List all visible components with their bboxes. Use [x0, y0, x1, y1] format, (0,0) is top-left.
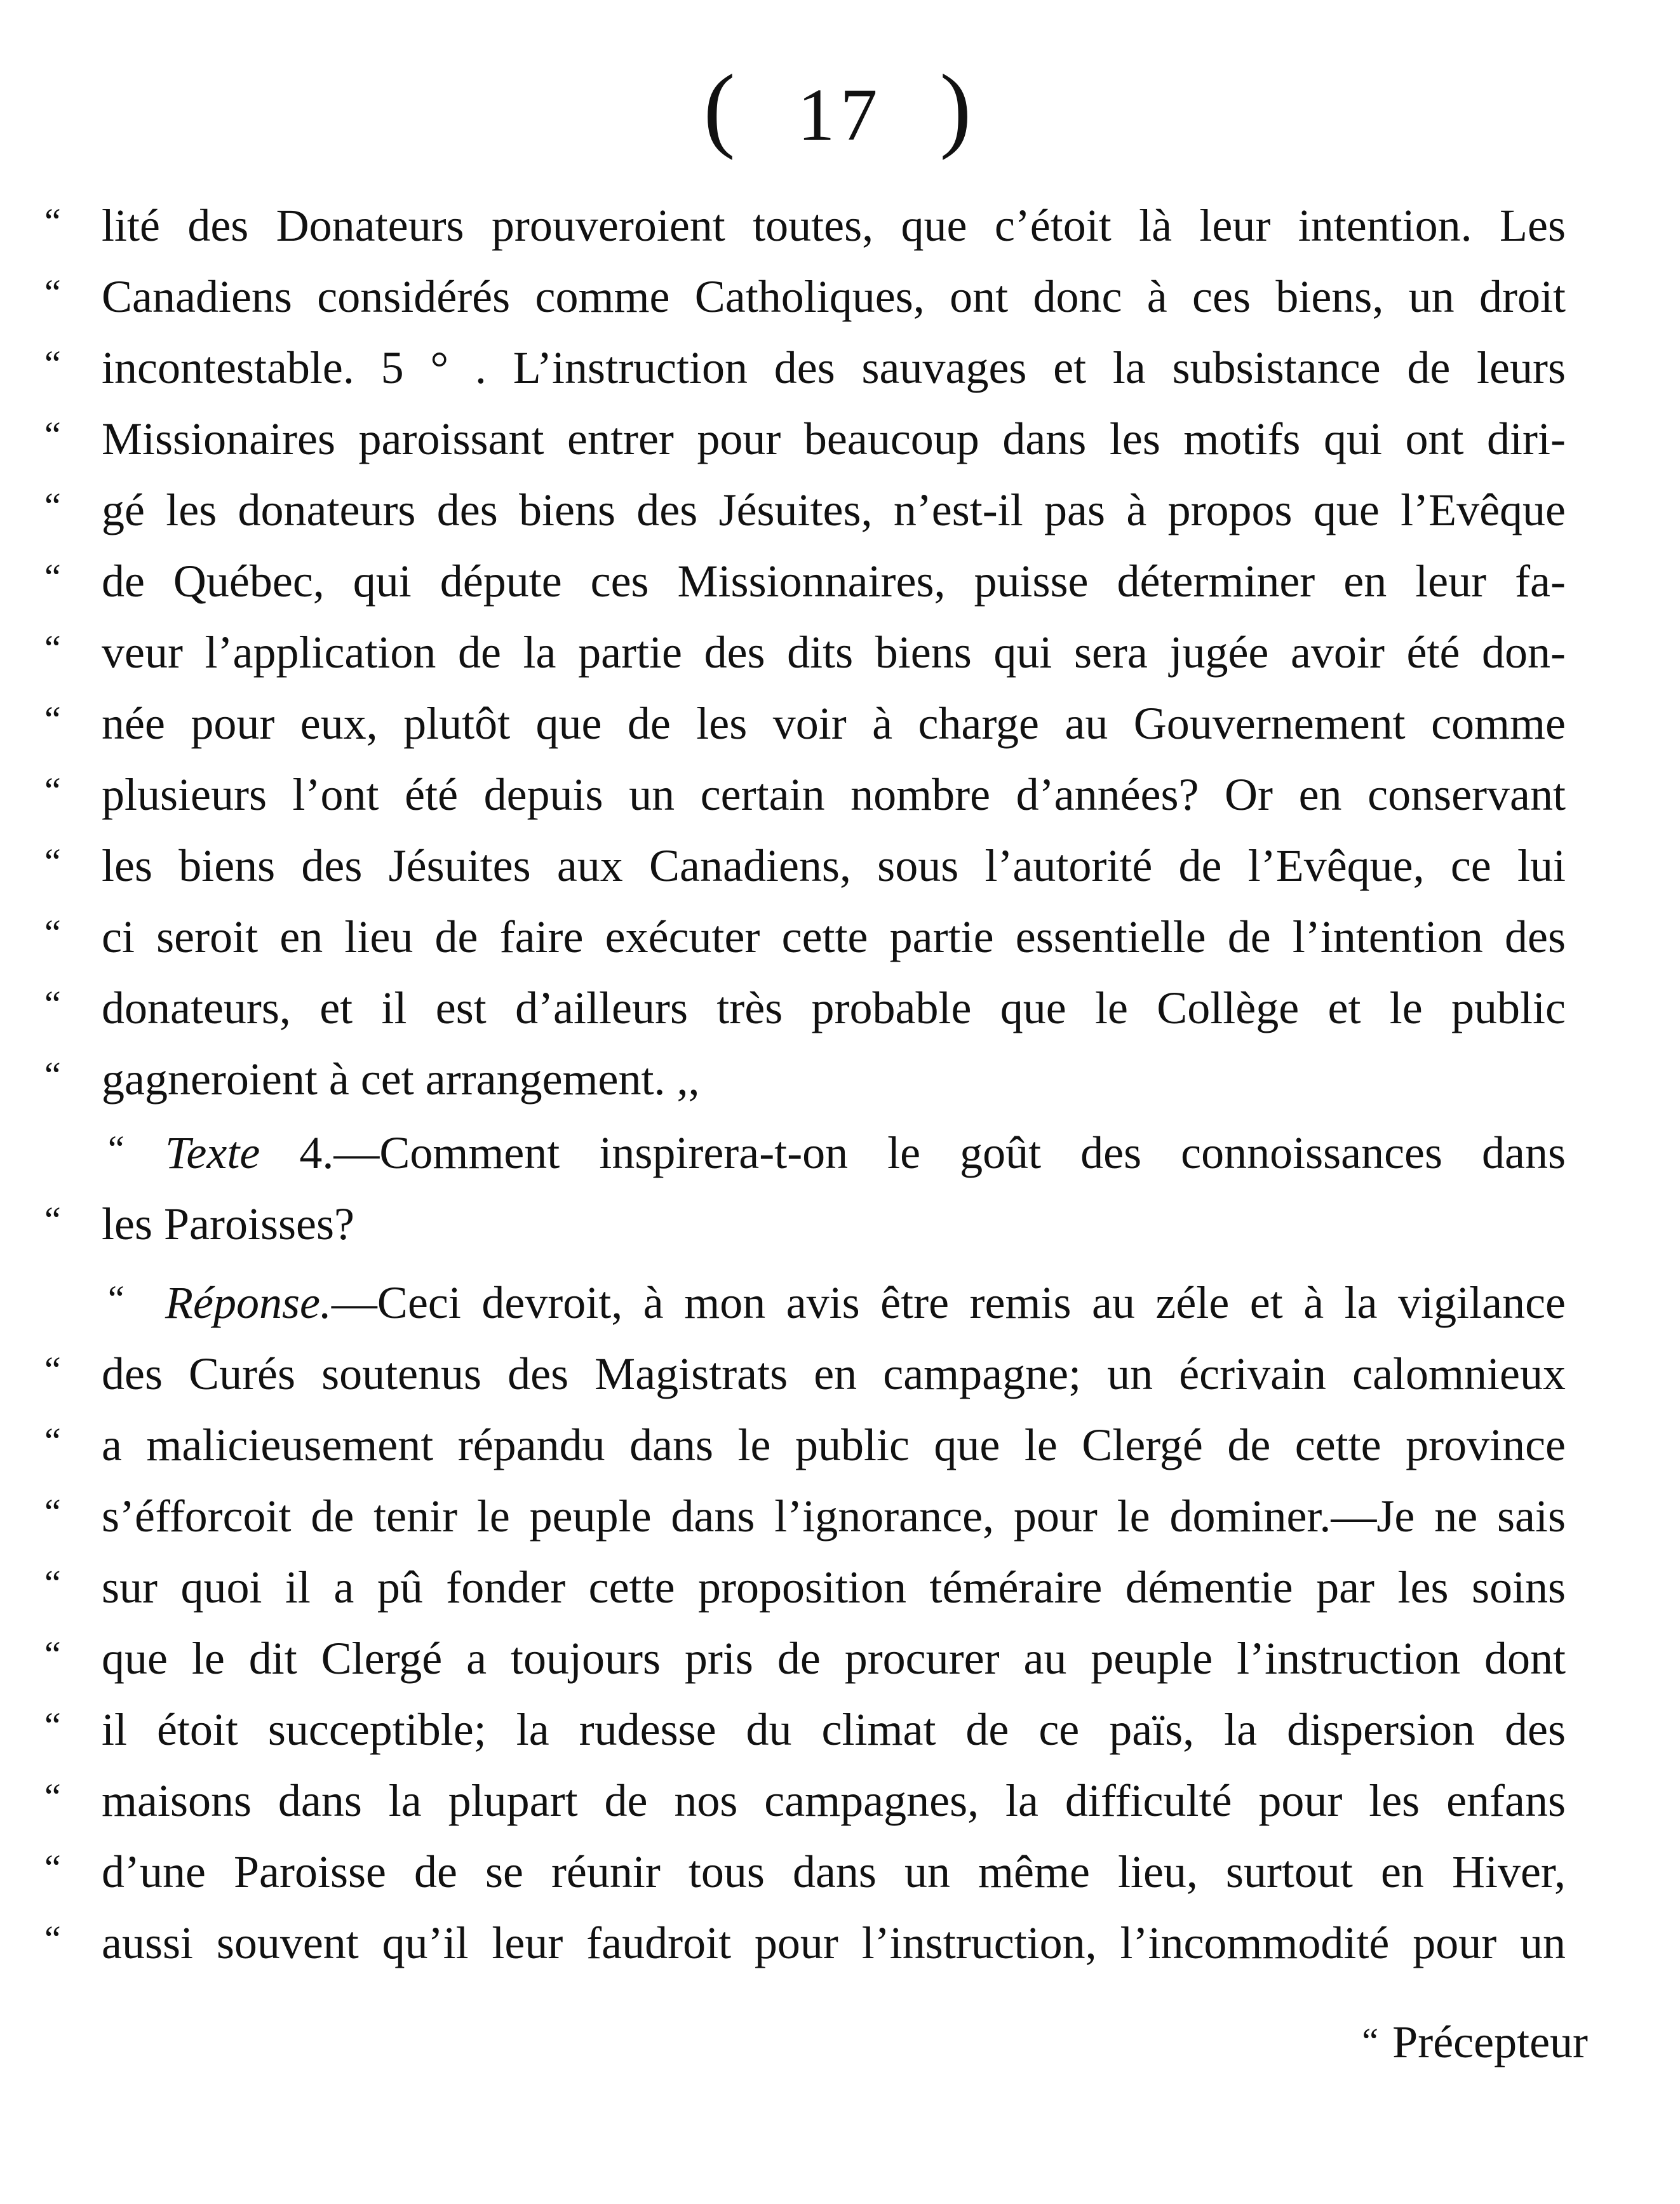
line-text-wrapper [102, 617, 1566, 687]
line-text: —Ceci devroit, à mon avis être remis au zéle et à la vigilance [331, 1277, 1566, 1328]
text-line [0, 1044, 1680, 1114]
line-text-wrapper [102, 1552, 1566, 1622]
quote-mark: “ [44, 556, 61, 598]
line-text: aussi souvent qu’il leur faudroit pour l’instruction, l’incommodité pour un [102, 1918, 1566, 1968]
line-text-wrapper [165, 1118, 1566, 1188]
line-text-wrapper [102, 1837, 1566, 1907]
text-line [0, 902, 1680, 972]
line-text-wrapper [102, 902, 1566, 972]
catchword-text: Précepteur [1392, 2017, 1588, 2067]
line-text: maisons dans la plupart de nos campagnes, la difficulté pour les enfans [102, 1775, 1566, 1826]
line-text-wrapper [102, 973, 1566, 1043]
quote-mark: “ [44, 1634, 61, 1675]
line-text: veur l’application de la partie des dits biens qui sera jugée avoir été don- [102, 627, 1566, 678]
line-text: Canadiens considérés comme Catholiques, ont donc à ces biens, un droit [102, 271, 1566, 322]
line-text-wrapper [102, 1044, 1566, 1114]
quote-mark: “ [44, 1847, 61, 1888]
section-label: Texte [165, 1127, 260, 1178]
line-text-wrapper [102, 1695, 1566, 1764]
text-line [0, 1189, 1680, 1259]
quote-mark: “ [44, 1918, 61, 1959]
line-text: les biens des Jésuites aux Canadiens, sous l’autorité de l’Evêque, ce lui [102, 840, 1566, 891]
line-text: sur quoi il a pû fonder cette proposition téméraire démentie par les soins [102, 1562, 1566, 1613]
line-text: d’une Paroisse de se réunir tous dans un même lieu, surtout en Hiver, [102, 1846, 1566, 1897]
open-paren: ( [703, 55, 741, 161]
text-line [0, 404, 1680, 474]
text-line [0, 1695, 1680, 1764]
line-text: que le dit Clergé a toujours pris de procurer au peuple l’instruction dont [102, 1633, 1566, 1684]
page-number-header [0, 54, 1680, 162]
text-line [0, 262, 1680, 332]
quote-mark: “ [44, 485, 61, 527]
line-text-wrapper [102, 1339, 1566, 1409]
page-number: 17 [797, 73, 883, 156]
quote-mark: “ [44, 1562, 61, 1604]
catchword [1296, 2007, 1588, 2077]
line-text: des Curés soutenus des Magistrats en campagne; un écrivain calomnieux [102, 1348, 1566, 1399]
line-text-wrapper [102, 760, 1566, 830]
line-text-wrapper [102, 191, 1566, 260]
text-line [0, 1118, 1680, 1188]
line-text-wrapper [102, 404, 1566, 474]
text-line [0, 475, 1680, 545]
text-line [0, 1410, 1680, 1480]
section-label: Réponse. [165, 1277, 332, 1328]
text-line [0, 689, 1680, 758]
quote-mark: “ [44, 1705, 61, 1746]
line-text-wrapper [102, 475, 1566, 545]
line-text-wrapper [102, 1908, 1566, 1978]
line-text-wrapper [102, 1410, 1566, 1480]
quote-mark: “ [44, 699, 61, 740]
line-text-wrapper [102, 689, 1566, 758]
text-line [0, 1339, 1680, 1409]
text-line [0, 1481, 1680, 1551]
quote-mark: “ [44, 1420, 61, 1461]
text-line [0, 1908, 1680, 1978]
line-text-wrapper [102, 333, 1566, 403]
line-text-wrapper [102, 1623, 1566, 1693]
line-text-wrapper [102, 1189, 1566, 1259]
text-line [0, 1766, 1680, 1836]
quote-mark: “ [44, 1776, 61, 1817]
quote-mark: “ [44, 201, 61, 242]
quote-mark: “ [44, 1491, 61, 1533]
line-text: Missionaires paroissant entrer pour beaucoup dans les motifs qui ont diri- [102, 413, 1566, 464]
text-line [0, 1552, 1680, 1622]
quote-mark: “ [44, 841, 61, 882]
quote-mark: “ [44, 1054, 61, 1096]
text-line [0, 831, 1680, 901]
close-paren: ) [939, 55, 977, 161]
line-text: gagneroient à cet arrangement. ,, [102, 1054, 700, 1105]
line-text: s’éfforcoit de tenir le peuple dans l’ignorance, pour le dominer.—Je ne sais [102, 1491, 1566, 1542]
quote-mark: “ [44, 1349, 61, 1390]
quote-mark: “ [44, 272, 61, 313]
line-text: gé les donateurs des biens des Jésuites, n’est-il pas à propos que l’Evêque [102, 485, 1566, 535]
line-text-wrapper [102, 546, 1566, 616]
line-text: a malicieusement répandu dans le public que le Clergé de cette province [102, 1420, 1566, 1470]
quote-mark: “ [44, 983, 61, 1025]
catchword-quote-mark: “ [1362, 2020, 1379, 2062]
quote-mark: “ [44, 343, 61, 384]
line-text: les Paroisses? [102, 1199, 354, 1249]
text-line [0, 617, 1680, 687]
line-text: plusieurs l’ont été depuis un certain nombre d’années? Or en conservant [102, 769, 1566, 820]
line-text-wrapper [102, 1766, 1566, 1836]
quote-mark: “ [44, 414, 61, 455]
quote-mark: “ [44, 770, 61, 811]
line-text: incontestable. 5 ° . L’instruction des sauvages et la subsistance de leurs [102, 342, 1566, 393]
quote-mark: “ [44, 912, 61, 953]
line-text-wrapper [165, 1268, 1566, 1338]
text-line [0, 1623, 1680, 1693]
quote-mark: “ [44, 1199, 61, 1240]
quote-mark: “ [44, 628, 61, 669]
text-line [0, 1268, 1680, 1338]
quote-mark: “ [108, 1128, 124, 1169]
line-text: ci seroit en lieu de faire exécuter cette partie essentielle de l’intention des [102, 911, 1566, 962]
line-text: donateurs, et il est d’ailleurs très probable que le Collège et le public [102, 983, 1566, 1033]
text-line [0, 546, 1680, 616]
line-text: lité des Donateurs prouveroient toutes, que c’étoit là leur intention. Les [102, 200, 1566, 251]
text-line [0, 333, 1680, 403]
line-text: de Québec, qui députe ces Missionnaires, puisse déterminer en leur fa- [102, 556, 1566, 607]
text-line [0, 760, 1680, 830]
text-line [0, 191, 1680, 260]
line-text: 4.—Comment inspirera-t-on le goût des connoissances dans [260, 1127, 1566, 1178]
quote-mark: “ [108, 1278, 124, 1319]
text-line [0, 973, 1680, 1043]
line-text: il étoit succeptible; la rudesse du climat de ce païs, la dispersion des [102, 1704, 1566, 1755]
line-text-wrapper [102, 262, 1566, 332]
text-line [0, 1837, 1680, 1907]
line-text-wrapper [102, 831, 1566, 901]
line-text-wrapper [102, 1481, 1566, 1551]
line-text: née pour eux, plutôt que de les voir à charge au Gouvernement comme [102, 698, 1566, 749]
